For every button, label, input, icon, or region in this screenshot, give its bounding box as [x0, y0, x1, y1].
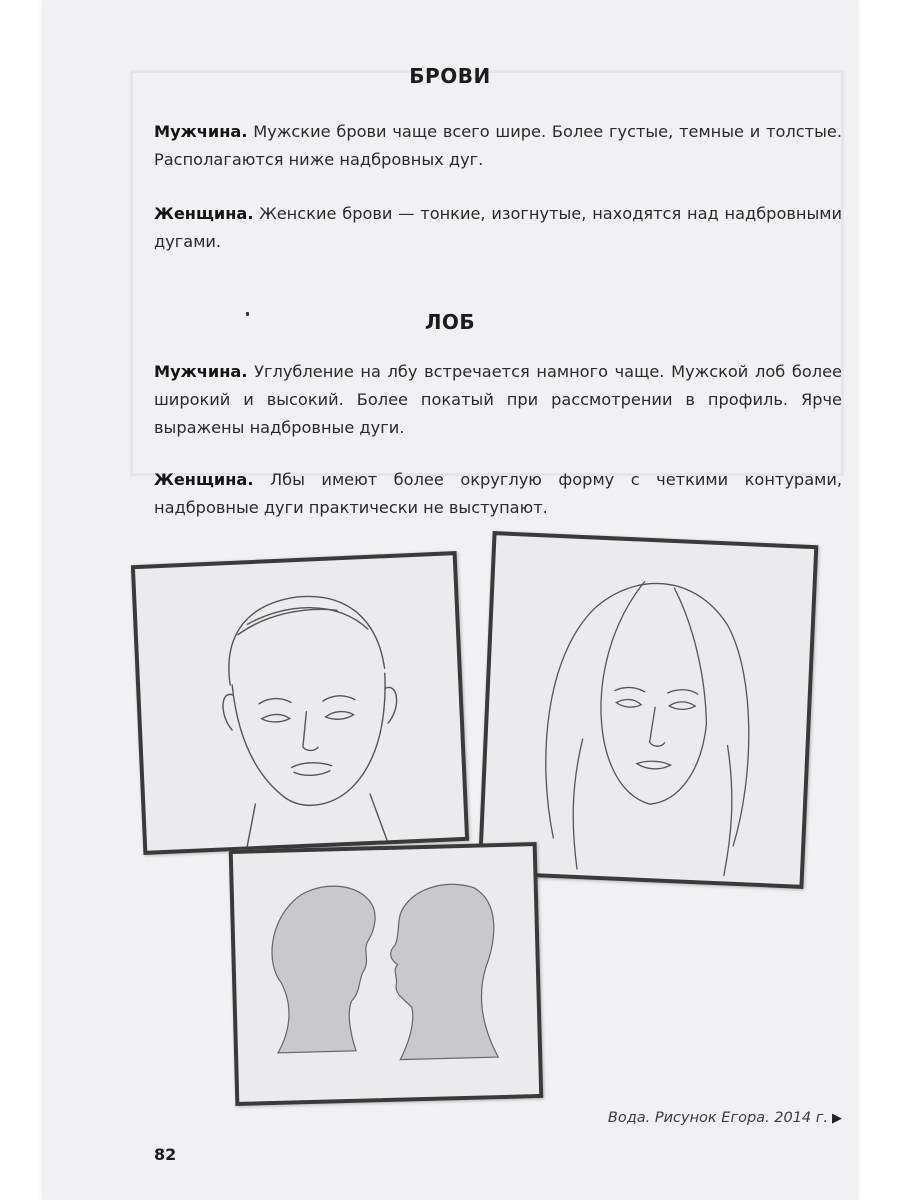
paragraph-text: Углубление на лбу встречается намного чаще. Мужской лоб более широкий и высокий. Более покатый при рассмотрении в профиль. Ярче выражены надбровные дуги. — [154, 362, 842, 437]
paragraph-text: Женские брови — тонкие, изогнутые, находятся над надбровными дугами. — [154, 204, 842, 251]
male-face-drawing — [131, 551, 469, 855]
paragraph-brovi-female — [154, 200, 842, 256]
paragraph-label: Женщина. — [154, 470, 254, 489]
profile-silhouettes-sketch — [233, 846, 539, 1102]
male-face-sketch — [135, 555, 465, 851]
paragraph-lob-male — [154, 358, 842, 442]
section-title-lob: ЛОБ — [424, 310, 476, 334]
paragraph-label: Мужчина. — [154, 122, 248, 141]
paragraph-label: Женщина. — [154, 204, 254, 223]
page-number: 82 — [154, 1145, 177, 1164]
figure-caption — [482, 1110, 842, 1126]
paragraph-text: Мужские брови чаще всего шире. Более густые, темные и толстые. Располагаются ниже надбровных дуг. — [154, 122, 842, 169]
female-face-sketch — [482, 535, 814, 885]
paragraph-text: Лбы имеют более округлую форму с четкими контурами, надбровные дуги практически не выступают. — [154, 470, 842, 517]
profile-silhouettes-drawing — [229, 842, 544, 1106]
book-page — [42, 0, 858, 1200]
caption-arrow-icon: ▶ — [832, 1111, 842, 1126]
paragraph-brovi-male — [154, 118, 842, 174]
paragraph-lob-female — [154, 466, 842, 522]
caption-text: Вода. Рисунок Егора. 2014 г. — [607, 1110, 828, 1126]
female-face-drawing — [478, 531, 819, 889]
paragraph-label: Мужчина. — [154, 362, 248, 381]
section-title-brovi: БРОВИ — [409, 64, 491, 88]
